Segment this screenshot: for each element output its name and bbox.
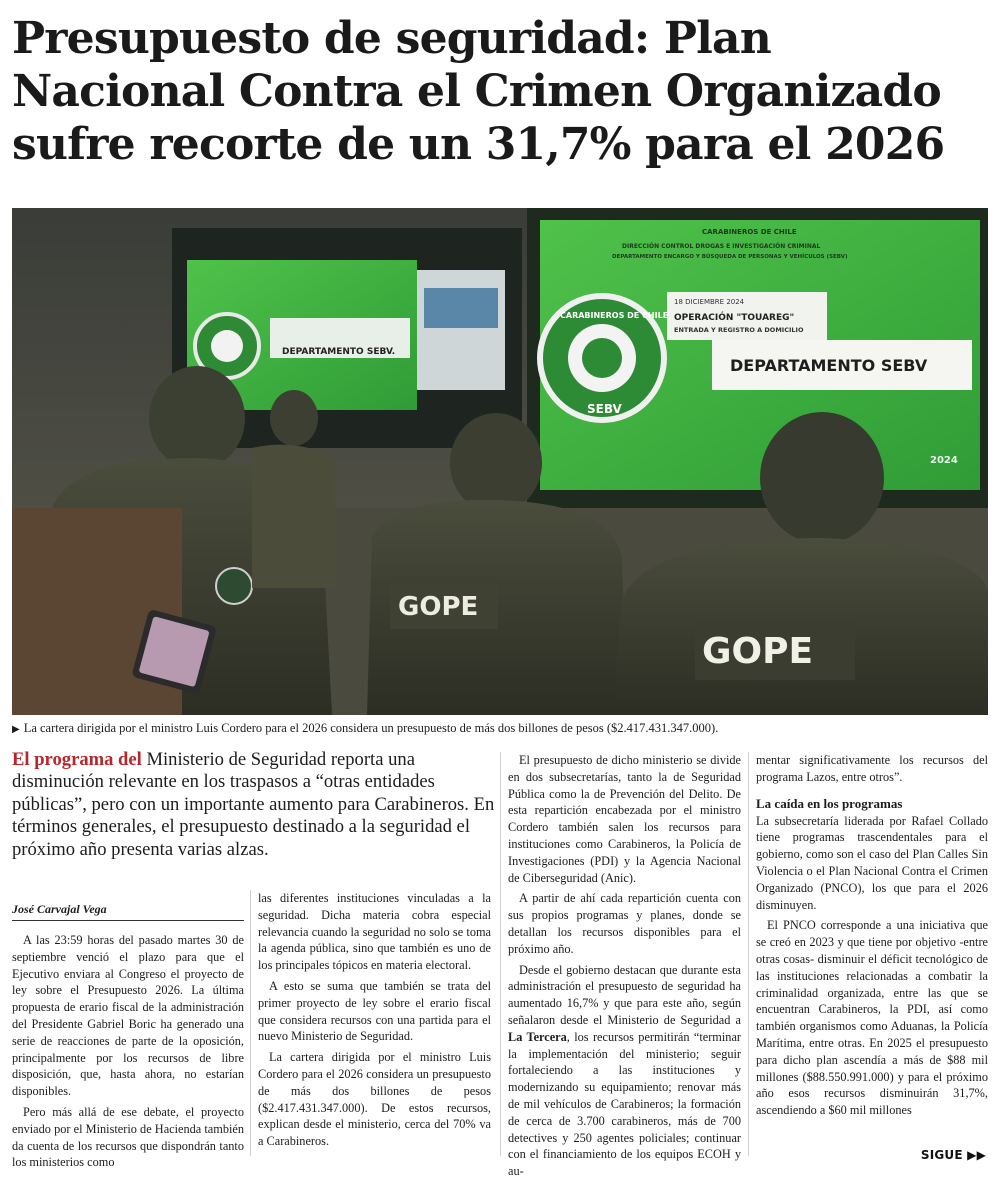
byline: José Carvajal Vega <box>12 902 244 921</box>
photo-caption <box>12 720 988 738</box>
column-3 <box>508 752 741 1184</box>
caption-text: La cartera dirigida por el ministro Luis Cordero para el 2026 considera un presupuesto de más dos billones de pesos ($2.417.431.347.000). <box>23 721 719 735</box>
lede <box>12 749 500 861</box>
column-divider <box>250 890 251 1156</box>
lede-kicker: El programa del <box>12 749 142 770</box>
svg-text:2024: 2024 <box>930 455 958 466</box>
column-4 <box>756 752 988 1123</box>
paragraph-text: , los recursos permitirán “terminar la implementación del ministerio; seguir fortaleciendo a las instituciones y modernizando su equipamiento; renovar más de mil vehículos de Carabineros; la formación de cerca de 3.700 carabineros, más de 700 detectives y 250 agentes policiales; continuar con el financiamiento de los equipos ECOH y au- <box>508 1029 741 1179</box>
paragraph <box>508 962 741 1180</box>
paragraph-text: Desde el gobierno destacan que durante esta administración el presupuesto de seguridad ha aumentado 16,7% y que para este año, según señalaron desde el Ministerio de Seguridad a <box>508 962 741 1027</box>
caption-triangle-icon: ▶ <box>12 724 20 735</box>
paragraph: Pero más allá de ese debate, el proyecto enviado por el Ministerio de Hacienda también da cuenta de los recursos que dispondrán tanto los ministerios como <box>12 1104 244 1170</box>
svg-text:DIRECCIÓN CONTROL DROGAS E INV: DIRECCIÓN CONTROL DROGAS E INVESTIGACIÓN CRIMINAL <box>622 243 821 250</box>
paragraph: las diferentes instituciones vinculadas a la seguridad. Dicha materia cobra especial relevancia cuando la seguridad no solo se toma la agenda pública, sino que también es uno de los principales tópicos en materia electoral. <box>258 891 491 973</box>
svg-text:DEPARTAMENTO SEBV: DEPARTAMENTO SEBV <box>730 356 928 375</box>
svg-text:CARABINEROS DE CHILE: CARABINEROS DE CHILE <box>702 228 797 236</box>
svg-text:DEPARTAMENTO ENCARGO Y BÚSQUED: DEPARTAMENTO ENCARGO Y BÚSQUEDA DE PERSONAS Y VEHÍCULOS (SEBV) <box>612 254 848 260</box>
publication-name: La Tercera <box>508 1029 567 1044</box>
svg-text:CARABINEROS DE CHILE: CARABINEROS DE CHILE <box>560 311 669 320</box>
column-divider <box>500 752 501 1156</box>
column-divider <box>748 752 749 1156</box>
continue-label: SIGUE ▶▶ <box>920 1148 986 1162</box>
svg-text:GOPE: GOPE <box>398 592 479 622</box>
svg-text:SEBV: SEBV <box>587 402 622 416</box>
paragraph: A las 23:59 horas del pasado martes 30 de septiembre venció el plazo para que el Ejecutivo enviara al Congreso el proyecto de ley sobre el Presupuesto 2026. La última propuesta de erario fiscal de la administración del Presidente Gabriel Boric ha generado una serie de reacciones de parte de la oposición, principalmente por los recursos de libre disposición, que, hasta ahora, no estarían disponibles. <box>12 933 244 1099</box>
paragraph: mentar significativamente los recursos del programa Lazos, entre otros”. <box>756 753 988 784</box>
subheading: La caída en los programas <box>756 795 903 811</box>
paragraph: A esto se suma que también se trata del primer proyecto de ley sobre el erario fiscal que considera recursos con una partida para el nuevo Ministerio de Seguridad. <box>258 978 491 1044</box>
svg-text:18 DICIEMBRE 2024: 18 DICIEMBRE 2024 <box>674 298 745 306</box>
svg-text:OPERACIÓN "TOUAREG": OPERACIÓN "TOUAREG" <box>674 313 795 323</box>
column-1 <box>12 932 244 1175</box>
paragraph: A partir de ahí cada repartición cuenta con sus propios programas y planes, donde se detallan los recursos disponibles para el próximo año. <box>508 891 741 956</box>
svg-text:GOPE: GOPE <box>702 631 814 672</box>
paragraph: La cartera dirigida por el ministro Luis Cordero para el 2026 considera un presupuesto de más dos billones de pesos ($2.417.431.347.000). De estos recursos, explican desde el ministerio, cerca del 70% va a Carabineros. <box>258 1050 491 1149</box>
main-video-screen <box>527 208 988 508</box>
paragraph: El PNCO corresponde a una iniciativa que se creó en 2023 y que tiene por objetivo -entre otras cosas- disminuir el déficit tecnológico de las instituciones relacionadas a combatir la criminalidad organizada, entre las que se encuentran Carabineros, la PDI, así como también organismos como Aduanas, la Policía Marítima, entre otras. En 2025 el presupuesto para dicho plan ascendía a más de $88 mil millones ($88.550.991.000) y para el próximo año esos recursos disminuirán 31,7%, ascendiendo a $60 mil millones <box>756 918 988 1118</box>
paragraph: El presupuesto de dicho ministerio se divide en dos subsecretarías, tanto la de Seguridad Pública como la de Prevención del Delito. De esta repartición encabezada por el ministro Cordero también salen los recursos para instituciones como Carabineros, la Policía de Investigaciones (PDI) y la Agencia Nacional de Ciberseguridad (Anic). <box>508 753 741 885</box>
svg-text:ENTRADA Y REGISTRO A DOMICILIO: ENTRADA Y REGISTRO A DOMICILIO <box>674 326 804 334</box>
headline: Presupuesto de seguridad: Plan Nacional Contra el Crimen Organizado sufre recorte de un 31,7% para el 2026 <box>12 13 945 170</box>
paragraph: La subsecretaría liderada por Rafael Collado tiene programas trascendentales para el gobierno, como son el caso del Plan Calles Sin Violencia o el Plan Nacional Contra el Crimen Organizado (PNCO), los que para el 2026 disminuyen. <box>756 813 988 912</box>
svg-text:DEPARTAMENTO SEBV.: DEPARTAMENTO SEBV. <box>282 347 396 357</box>
article-photo <box>12 208 988 715</box>
lede-text: Ministerio de Seguridad reporta una disminución relevante en los traspasos a “otras entidades públicas”, pero con un importante aumento para Carabineros. En términos generales, el presupuesto destinado a la seguridad el próximo año presenta varias alzas. <box>12 749 495 860</box>
column-2 <box>258 890 491 1154</box>
